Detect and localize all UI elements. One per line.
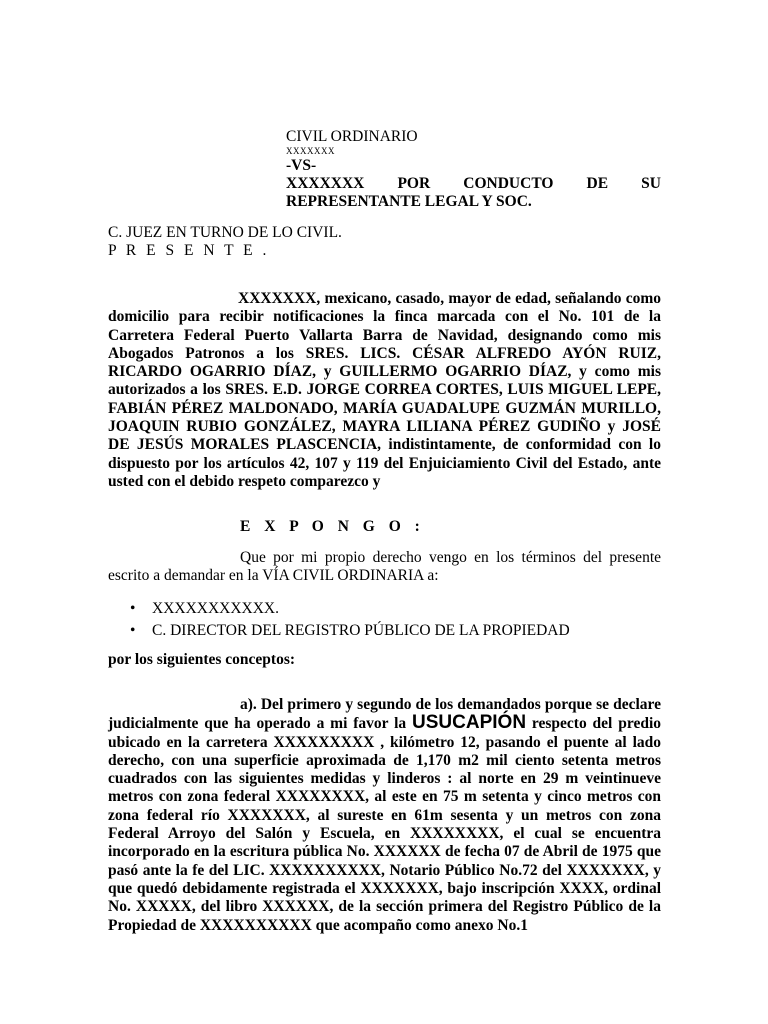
- defendants-list: [130, 600, 570, 644]
- expongo-heading: E X P O N G O :: [240, 518, 425, 535]
- case-caption: [286, 128, 661, 211]
- addressee-block: [108, 224, 342, 260]
- usucapion-keyword: USUCAPIÓN: [412, 712, 527, 734]
- item-a-paragraph: [108, 696, 661, 935]
- demand-paragraph: [108, 549, 661, 586]
- list-item: • XXXXXXXXXXX.: [130, 600, 570, 622]
- intro-paragraph: [108, 290, 661, 491]
- demand-text: Que por mi propio derecho vengo en los términos del presente escrito a demandar en la VÍA CIVIL ORDINARIA a:: [108, 549, 661, 585]
- conceptos-line: por los siguientes conceptos:: [108, 651, 296, 668]
- case-type: CIVIL ORDINARIO: [286, 128, 418, 145]
- intro-body: , mexicano, casado, mayor de edad, señalando como domicilio para recibir notificaciones la finca marcada con el No. 101 de la Carretera Federal Puerto Vallarta Barra de Navidad, designando como mis Abogados Patronos a los SRES. LICS. CÉSAR ALFREDO AYÓN RUIZ, RICARDO OGARRIO DÍAZ, y GUILLERMO OGARRIO DÍAZ, y como mis autorizados a los SRES. E.D. JORGE CORREA CORTES, LUIS MIGUEL LEPE, FABIÁN PÉREZ MALDONADO, MARÍA GUADALUPE GUZMÁN MURILLO, JOAQUIN RUBIO GONZÁLEZ, MAYRA LILIANA PÉREZ GUDIÑO y JOSÉ DE JESÚS MORALES PLASCENCIA, indistintamente, de conformidad con lo dispuesto por los artículos 42, 107 y 119 del Enjuiciamiento Civil del Estado, ante usted con el debido respeto comparezco y: [108, 290, 661, 490]
- item-a-after: respecto del predio ubicado en la carretera XXXXXXXXX , kilómetro 12, pasando el puente al lado derecho, con una superficie aproximada de 1,170 m2 mil ciento setenta metros cuadrados con las siguientes medidas y linderos : al norte en 29 m veintinueve metros con zona federal XXXXXXXX, al este en 75 m setenta y cinco metros con zona federal río XXXXXXX, al sureste en 61m sesenta y un metros con zona Federal Arroyo del Salón y Escuela, en XXXXXXXX, el cual se encuentra incorporado en la escritura pública No. XXXXXX de fecha 07 de Abril de 1975 que pasó ante la fe del LIC. XXXXXXXXXX, Notario Público No.72 del XXXXXXX, y que quedó debidamente registrada el XXXXXXX, bajo inscripción XXXX, ordinal No. XXXXX, del libro XXXXXX, de la sección primera del Registro Público de la Propiedad de XXXXXXXXXX que acompaño como anexo No.1: [108, 715, 661, 934]
- judge-line: C. JUEZ EN TURNO DE LO CIVIL.: [108, 224, 342, 241]
- item-a-before: a). Del primero y segundo de los demandados porque se declare judicialmente que ha operado a mi favor la: [108, 696, 661, 733]
- list-item: • C. DIRECTOR DEL REGISTRO PÚBLICO DE LA PROPIEDAD: [130, 622, 570, 644]
- plaintiff-name: XXXXXXX: [286, 146, 335, 156]
- presente-line: P R E S E N T E .: [108, 242, 270, 259]
- defendant-line-1: XXXXXXX POR CONDUCTO DE SU: [286, 175, 661, 192]
- intro-name: XXXXXXX: [238, 290, 317, 307]
- versus-label: -VS-: [286, 157, 317, 174]
- defendant-line-2: REPRESENTANTE LEGAL Y SOC.: [286, 193, 532, 210]
